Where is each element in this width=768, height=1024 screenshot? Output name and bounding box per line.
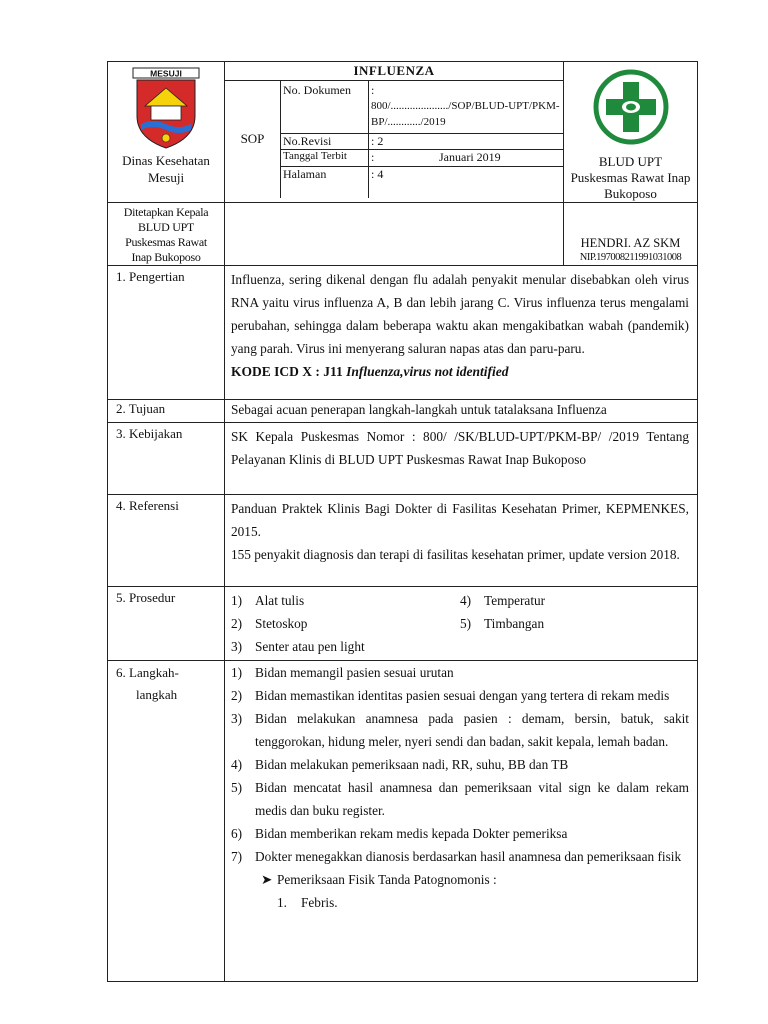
item-number: 3)	[231, 639, 243, 654]
signature-space	[225, 203, 564, 266]
signer-name: HENDRI. AZ SKM	[580, 236, 681, 250]
org-name: Dinas Kesehatan Mesuji	[122, 153, 210, 185]
step-item	[231, 753, 689, 776]
referensi-label: 4. Referensi	[108, 495, 225, 587]
step-number: 7)	[231, 849, 243, 864]
step-text: Bidan melakukan anamnesa pada pasien : demam, bersin, batuk, sakit tenggorokan, hidung meler, nyeri sendi dan badan, sakit kepala, lemah badan.	[255, 711, 689, 749]
list-item	[231, 612, 460, 635]
mesuji-logo	[131, 66, 201, 150]
referensi-cell	[225, 495, 698, 587]
step-number: 5)	[231, 780, 243, 795]
item-text: Temperatur	[484, 593, 546, 608]
list-item	[460, 589, 689, 612]
prosedur-label: 5. Prosedur	[108, 587, 225, 661]
step-item	[231, 845, 689, 868]
terbit-colon: :	[371, 150, 375, 165]
pengertian-label: 1. Pengertian	[108, 266, 225, 400]
item-text: Stetoskop	[255, 616, 308, 631]
kebijakan-text: SK Kepala Puskesmas Nomor : 800/ /SK/BLUD-UPT/PKM-BP/ /2019 Tentang Pelayanan Klinis di BLUD UPT Puskesmas Rawat Inap Bukoposo	[225, 423, 698, 495]
terbit-value: Januari 2019	[439, 150, 501, 165]
item-number: 5)	[460, 616, 472, 631]
item-text: Alat tulis	[255, 593, 305, 608]
steps-list	[231, 661, 689, 868]
arrow-bullet-icon: ➤	[261, 872, 273, 887]
step-number: 2)	[231, 688, 243, 703]
revisi-value: : 2	[371, 133, 384, 148]
sop-document	[107, 61, 697, 982]
step-text: Bidan melakukan pemeriksaan nadi, RR, suhu, BB dan TB	[255, 757, 569, 772]
sub-item	[231, 891, 689, 914]
step-text: Bidan memberikan rekam medis kepada Dokter pemeriksa	[255, 826, 568, 841]
signer-cell	[564, 203, 698, 266]
halaman-value: : 4	[371, 167, 384, 182]
physical-exam-item	[231, 868, 689, 891]
langkah-label-cont: langkah	[136, 687, 178, 702]
right-header-cell	[564, 62, 698, 203]
revisi-label: No.Revisi	[281, 134, 369, 150]
sub-item-number: 1.	[277, 895, 287, 910]
doc-no-value: 800/...................../SOP/BLUD-UPT/PKM-BP/............/2019	[371, 100, 560, 128]
sop-label: SOP	[225, 81, 281, 198]
step-text: Bidan memastikan identitas pasien sesuai dengan yang tertera di rekam medis	[255, 688, 670, 703]
referensi-text-2: 155 penyakit diagnosis dan terapi di fasilitas kesehatan primer, update version 2018.	[231, 547, 680, 562]
langkah-label-cell	[108, 661, 225, 982]
terbit-label: Tanggal Terbit	[281, 150, 369, 166]
list-item	[231, 589, 460, 612]
puskesmas-logo	[592, 68, 670, 146]
doc-no-label: No. Dokumen	[281, 81, 369, 133]
center-header-cell	[225, 62, 564, 203]
icd-code	[231, 360, 689, 383]
step-number: 1)	[231, 665, 243, 680]
tujuan-text: Sebagai acuan penerapan langkah-langkah untuk tatalaksana Influenza	[225, 400, 698, 423]
step-item	[231, 661, 689, 684]
pengertian-text: Influenza, sering dikenal dengan flu adalah penyakit menular disebabkan oleh virus RNA yaitu virus influenza A, B dan lebih jarang C. Virus influenza terus mengalami perubahan, sehingga dalam beberapa waktu akan mengakibatkan wabah (pandemik) yang parah. Virus ini menyerang saluran napas atas dan paru-paru.	[231, 272, 689, 356]
langkah-cell	[225, 661, 698, 982]
step-item	[231, 776, 689, 822]
step-number: 4)	[231, 757, 243, 772]
ditetapkan-text: Ditetapkan Kepala BLUD UPT Puskesmas Rawat Inap Bukoposo	[123, 205, 209, 264]
document-title: INFLUENZA	[225, 62, 563, 81]
prosedur-cell	[225, 587, 698, 661]
step-number: 6)	[231, 826, 243, 841]
sub-item-text: Febris.	[301, 895, 338, 910]
ditetapkan-cell	[108, 203, 225, 266]
item-number: 1)	[231, 593, 243, 608]
tujuan-label: 2. Tujuan	[108, 400, 225, 423]
langkah-label: 6. Langkah-	[116, 665, 179, 680]
icd-prefix: KODE ICD X : J11	[231, 364, 347, 379]
item-number: 2)	[231, 616, 243, 631]
item-text: Senter atau pen light	[255, 639, 365, 654]
svg-text:MESUJI: MESUJI	[150, 68, 182, 79]
signer-nip: NIP.197008211991031008	[579, 252, 682, 263]
right-org-name: BLUD UPT Puskesmas Rawat Inap Bukoposo	[570, 154, 691, 201]
step-item	[231, 684, 689, 707]
pengertian-cell	[225, 266, 698, 400]
kebijakan-label: 3. Kebijakan	[108, 423, 225, 495]
referensi-text-1: Panduan Praktek Klinis Bagi Dokter di Fasilitas Kesehatan Primer, KEPMENKES, 2015.	[231, 501, 689, 539]
step-text: Bidan mencatat hasil anamnesa dan pemeriksaan vital sign ke dalam rekam medis dan buku register.	[255, 780, 689, 818]
halaman-label: Halaman	[281, 167, 369, 198]
list-item	[460, 612, 689, 635]
item-number: 4)	[460, 593, 472, 608]
doc-no-colon: :	[371, 83, 375, 97]
icd-description: Influenza,virus not identified	[346, 364, 509, 379]
physical-exam-text: Pemeriksaan Fisik Tanda Patognomonis :	[277, 872, 497, 887]
step-text: Dokter menegakkan dianosis berdasarkan hasil anamnesa dan pemeriksaan fisik	[255, 849, 682, 864]
step-item	[231, 822, 689, 845]
left-header-cell	[108, 62, 225, 203]
step-number: 3)	[231, 711, 243, 726]
step-text: Bidan memangil pasien sesuai urutan	[255, 665, 454, 680]
step-item	[231, 707, 689, 753]
sop-table	[107, 61, 698, 982]
list-item	[231, 635, 689, 658]
item-text: Timbangan	[484, 616, 545, 631]
